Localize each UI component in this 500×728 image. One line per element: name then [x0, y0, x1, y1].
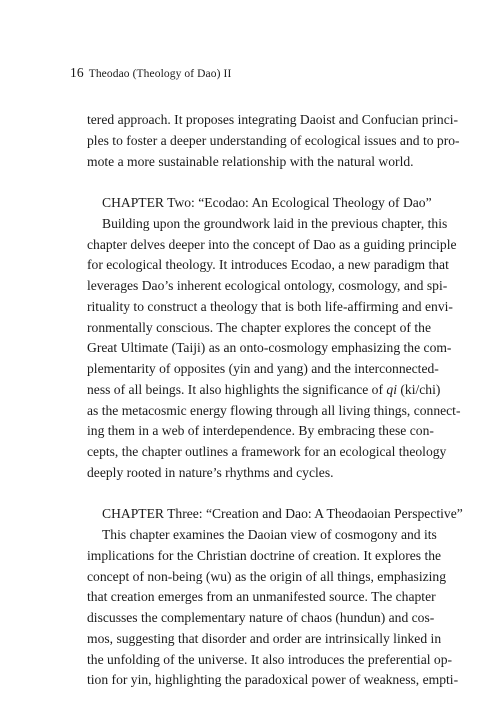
text-line: chapter delves deeper into the concept of Dao as a guiding principle	[87, 236, 457, 252]
chapter-heading: CHAPTER Two: “Ecodao: An Ecological Theology of Dao”	[102, 195, 432, 210]
text-line: plementarity of opposites (yin and yang) and the interconnected-	[87, 361, 439, 376]
text-line: leverages Dao’s inherent ecological ontology, cosmology, and spi-	[87, 278, 448, 293]
italic-term: qi	[386, 381, 397, 397]
page-number: 16	[70, 65, 84, 80]
text-line: mos, suggesting that disorder and order are intrinsically linked in	[87, 630, 442, 646]
paragraph-gap	[87, 172, 431, 193]
text-line: ples to foster a deeper understanding of ecological issues and to pro-	[87, 132, 460, 148]
text-line: ing them in a web of interdependence. By embracing these con-	[87, 423, 434, 439]
text-line: cepts, the chapter outlines a framework for an ecological theology	[87, 444, 447, 459]
text-line: discusses the complementary nature of chaos (hundun) and cos-	[87, 610, 435, 625]
text-line: implications for the Christian doctrine of creation. It explores the	[87, 547, 442, 563]
text-line: the unfolding of the universe. It also introduces the preferential op-	[87, 651, 453, 667]
running-head-title: Theodao (Theology of Dao) II	[88, 68, 232, 80]
text-line: concept of non-being (wu) as the origin of all things, emphasizing	[87, 568, 447, 584]
text-line: tered approach. It proposes integrating Daoist and Confucian princi-	[87, 112, 459, 127]
text-line: deeply rooted in nature’s rhythms and cycles.	[87, 464, 334, 480]
text-line: ronmentally conscious. The chapter explores the concept of the	[87, 319, 431, 335]
paragraph-gap	[87, 484, 431, 505]
text-line: This chapter examines the Daoian view of cosmogony and its	[102, 527, 437, 542]
text-line: Building upon the groundwork laid in the previous chapter, this	[102, 215, 448, 231]
running-head	[70, 65, 231, 81]
text-line: rituality to construct a theology that is both life-affirming and envi-	[87, 298, 453, 314]
text-line: tion for yin, highlighting the paradoxical power of weakness, empti-	[87, 672, 459, 688]
text-line: Great Ultimate (Taiji) as an onto-cosmology emphasizing the com-	[87, 340, 452, 356]
text-line: ness of all beings. It also highlights the significance of qi (ki/chi)	[87, 381, 441, 397]
chapter-three-heading	[87, 504, 463, 525]
text-line: that creation emerges from an unmanifested source. The chapter	[87, 589, 436, 605]
chapter-two-heading	[87, 193, 431, 214]
chapter-three-paragraph	[87, 525, 459, 691]
text-line: as the metacosmic energy flowing through all living things, connect-	[87, 402, 461, 418]
continuation-paragraph	[87, 110, 460, 172]
chapter-two-paragraph	[87, 214, 461, 484]
chapter-heading: CHAPTER Three: “Creation and Dao: A Theodaoian Perspective”	[102, 506, 463, 522]
text-line: mote a more sustainable relationship with the natural world.	[87, 153, 414, 169]
text-line: for ecological theology. It introduces Ecodao, a new paradigm that	[87, 257, 449, 273]
body-text	[87, 110, 463, 691]
